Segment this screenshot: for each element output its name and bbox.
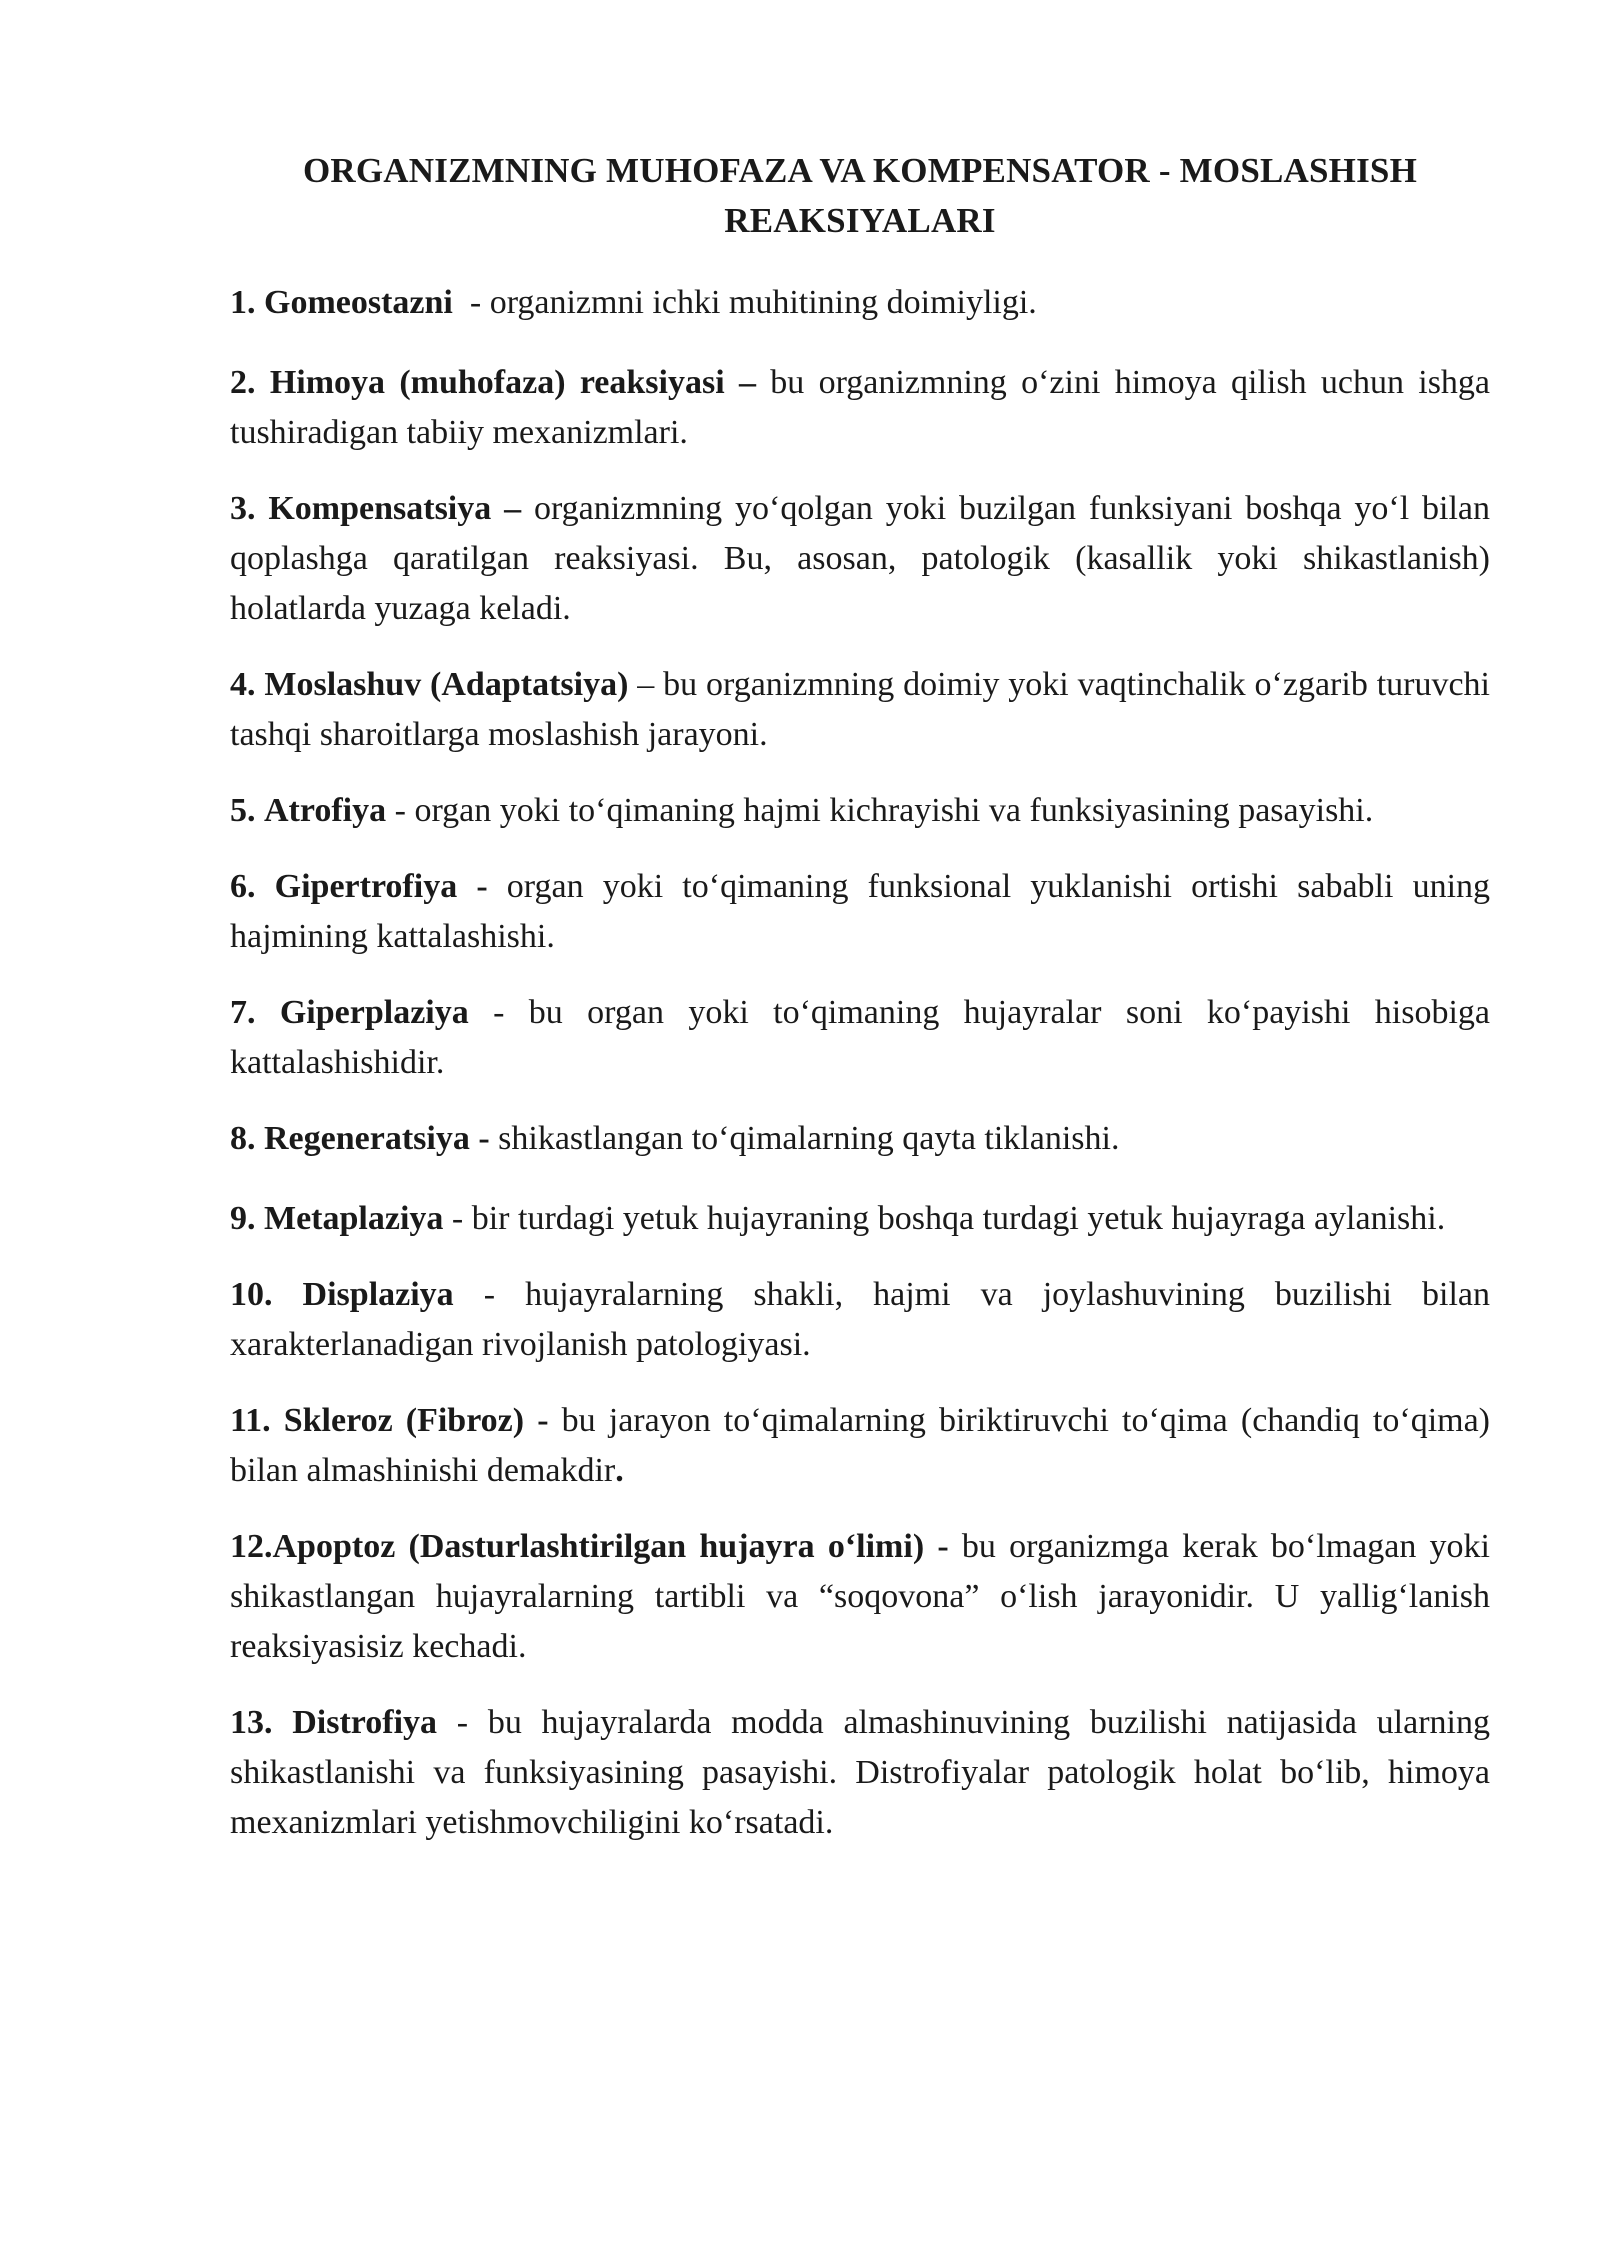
term-separator: [521, 490, 534, 527]
term-definition: organizmni ichki muhitining doimiyligi.: [489, 284, 1037, 321]
term-item-skleroz: [230, 1396, 1490, 1496]
title-line-1: ORGANIZMNING MUHOFAZA VA KOMPENSATOR - MOSLASHISH: [302, 151, 1418, 190]
term-name: Himoya (muhofaza) reaksiyasi –: [269, 364, 756, 401]
term-item-moslashuv: [230, 660, 1490, 760]
term-number: 10.: [230, 1276, 273, 1313]
title-line-2: REAKSIYALARI: [724, 201, 996, 240]
document-title: [230, 146, 1490, 246]
term-separator: -: [443, 1200, 472, 1237]
term-item-distrofiya: [230, 1698, 1490, 1848]
terms-list: [230, 278, 1490, 1874]
term-name: Gomeostazni: [264, 284, 453, 321]
term-end-period: .: [615, 1452, 624, 1489]
term-name: Giperplaziya: [279, 994, 469, 1031]
term-name: Displaziya: [302, 1276, 454, 1313]
term-number: 9.: [230, 1200, 256, 1237]
term-item-apoptoz: [230, 1522, 1490, 1672]
term-item-gomeostaz: [230, 278, 1490, 328]
term-separator: –: [628, 666, 664, 703]
term-definition: bu hujayralarda modda almashinuvining buzilishi natijasida ularning shikastlanishi va funksiyasining pasayishi. Distrofiyalar patologik holat bo‘lib, himoya mexanizmlari yetishmovchiligini ko‘rsatadi.: [230, 1704, 1490, 1841]
term-definition: bu organizmning doimiy yoki vaqtinchalik o‘zgarib turuvchi tashqi sharoitlarga moslashish jarayoni.: [230, 666, 1490, 753]
term-separator: -: [468, 994, 529, 1031]
term-item-regeneratsiya: [230, 1114, 1490, 1164]
term-item-giperplaziya: [230, 988, 1490, 1088]
term-separator: -: [437, 1704, 488, 1741]
term-separator: -: [386, 792, 415, 829]
term-definition: bu organizmning o‘zini himoya qilish uchun ishga tushiradigan tabiiy mexanizmlari.: [230, 364, 1491, 451]
term-item-atrofiya: [230, 786, 1490, 836]
term-separator: [549, 1402, 562, 1439]
term-name: Regeneratsiya -: [264, 1120, 490, 1157]
term-item-displaziya: [230, 1270, 1490, 1370]
term-number: 8.: [230, 1120, 256, 1157]
term-name: Apoptoz (Dasturlashtirilgan hujayra o‘limi) -: [272, 1528, 949, 1565]
term-item-gipertrofiya: [230, 862, 1490, 962]
term-separator: [756, 364, 770, 401]
term-number: 11.: [230, 1402, 271, 1439]
term-definition: shikastlangan to‘qimalarning qayta tiklanishi.: [498, 1120, 1120, 1157]
term-name: Metaplaziya: [264, 1200, 444, 1237]
term-separator: -: [453, 1276, 526, 1313]
term-separator: [488, 868, 507, 905]
term-number: 2.: [230, 364, 256, 401]
term-number: 5.: [230, 792, 256, 829]
term-item-kompensatsiya: [230, 484, 1490, 634]
term-separator: [490, 1120, 499, 1157]
term-definition: bu organizmga kerak bo‘lmagan yoki shikastlangan hujayralarning tartibli va “soqovona” o‘lish jarayonidir. U yallig‘lanish reaksiyasisiz kechadi.: [230, 1528, 1490, 1665]
term-name: Atrofiya: [264, 792, 387, 829]
term-name: Gipertrofiya -: [274, 868, 488, 905]
term-separator: [949, 1528, 962, 1565]
term-name: Distrofiya: [292, 1704, 438, 1741]
term-separator: -: [452, 284, 490, 321]
term-number: 12.: [230, 1528, 273, 1565]
term-item-metaplaziya: [230, 1194, 1490, 1244]
term-number: 4.: [230, 666, 256, 703]
term-definition: bir turdagi yetuk hujayraning boshqa turdagi yetuk hujayraga aylanishi.: [471, 1200, 1446, 1237]
term-number: 3.: [230, 490, 256, 527]
term-definition: organ yoki to‘qimaning funksional yuklanishi ortishi sababli uning hajmining kattalashishi.: [230, 868, 1491, 955]
term-number: 13.: [230, 1704, 273, 1741]
term-definition: bu organ yoki to‘qimaning hujayralar soni ko‘payishi hisobiga kattalashishidir.: [230, 994, 1490, 1081]
term-definition: organ yoki to‘qimaning hajmi kichrayishi va funksiyasining pasayishi.: [414, 792, 1374, 829]
term-name: Skleroz (Fibroz) -: [283, 1402, 549, 1439]
term-name: Kompensatsiya –: [268, 490, 522, 527]
term-number: 1.: [230, 284, 256, 321]
term-definition: bu jarayon to‘qimalarning biriktiruvchi to‘qima (chandiq to‘qima) bilan almashinishi demakdir: [230, 1402, 1491, 1489]
term-number: 7.: [230, 994, 256, 1031]
term-item-himoya: [230, 358, 1490, 458]
term-definition: organizmning yo‘qolgan yoki buzilgan funksiyani boshqa yo‘l bilan qoplashga qaratilgan reaksiyasi. Bu, asosan, patologik (kasallik yoki shikastlanish) holatlarda yuzaga keladi.: [230, 490, 1490, 627]
term-name: Moslashuv (Adaptatsiya): [264, 666, 629, 703]
term-number: 6.: [230, 868, 256, 905]
term-definition: hujayralarning shakli, hajmi va joylashuvining buzilishi bilan xarakterlanadigan rivojlanish patologiyasi.: [230, 1276, 1490, 1363]
